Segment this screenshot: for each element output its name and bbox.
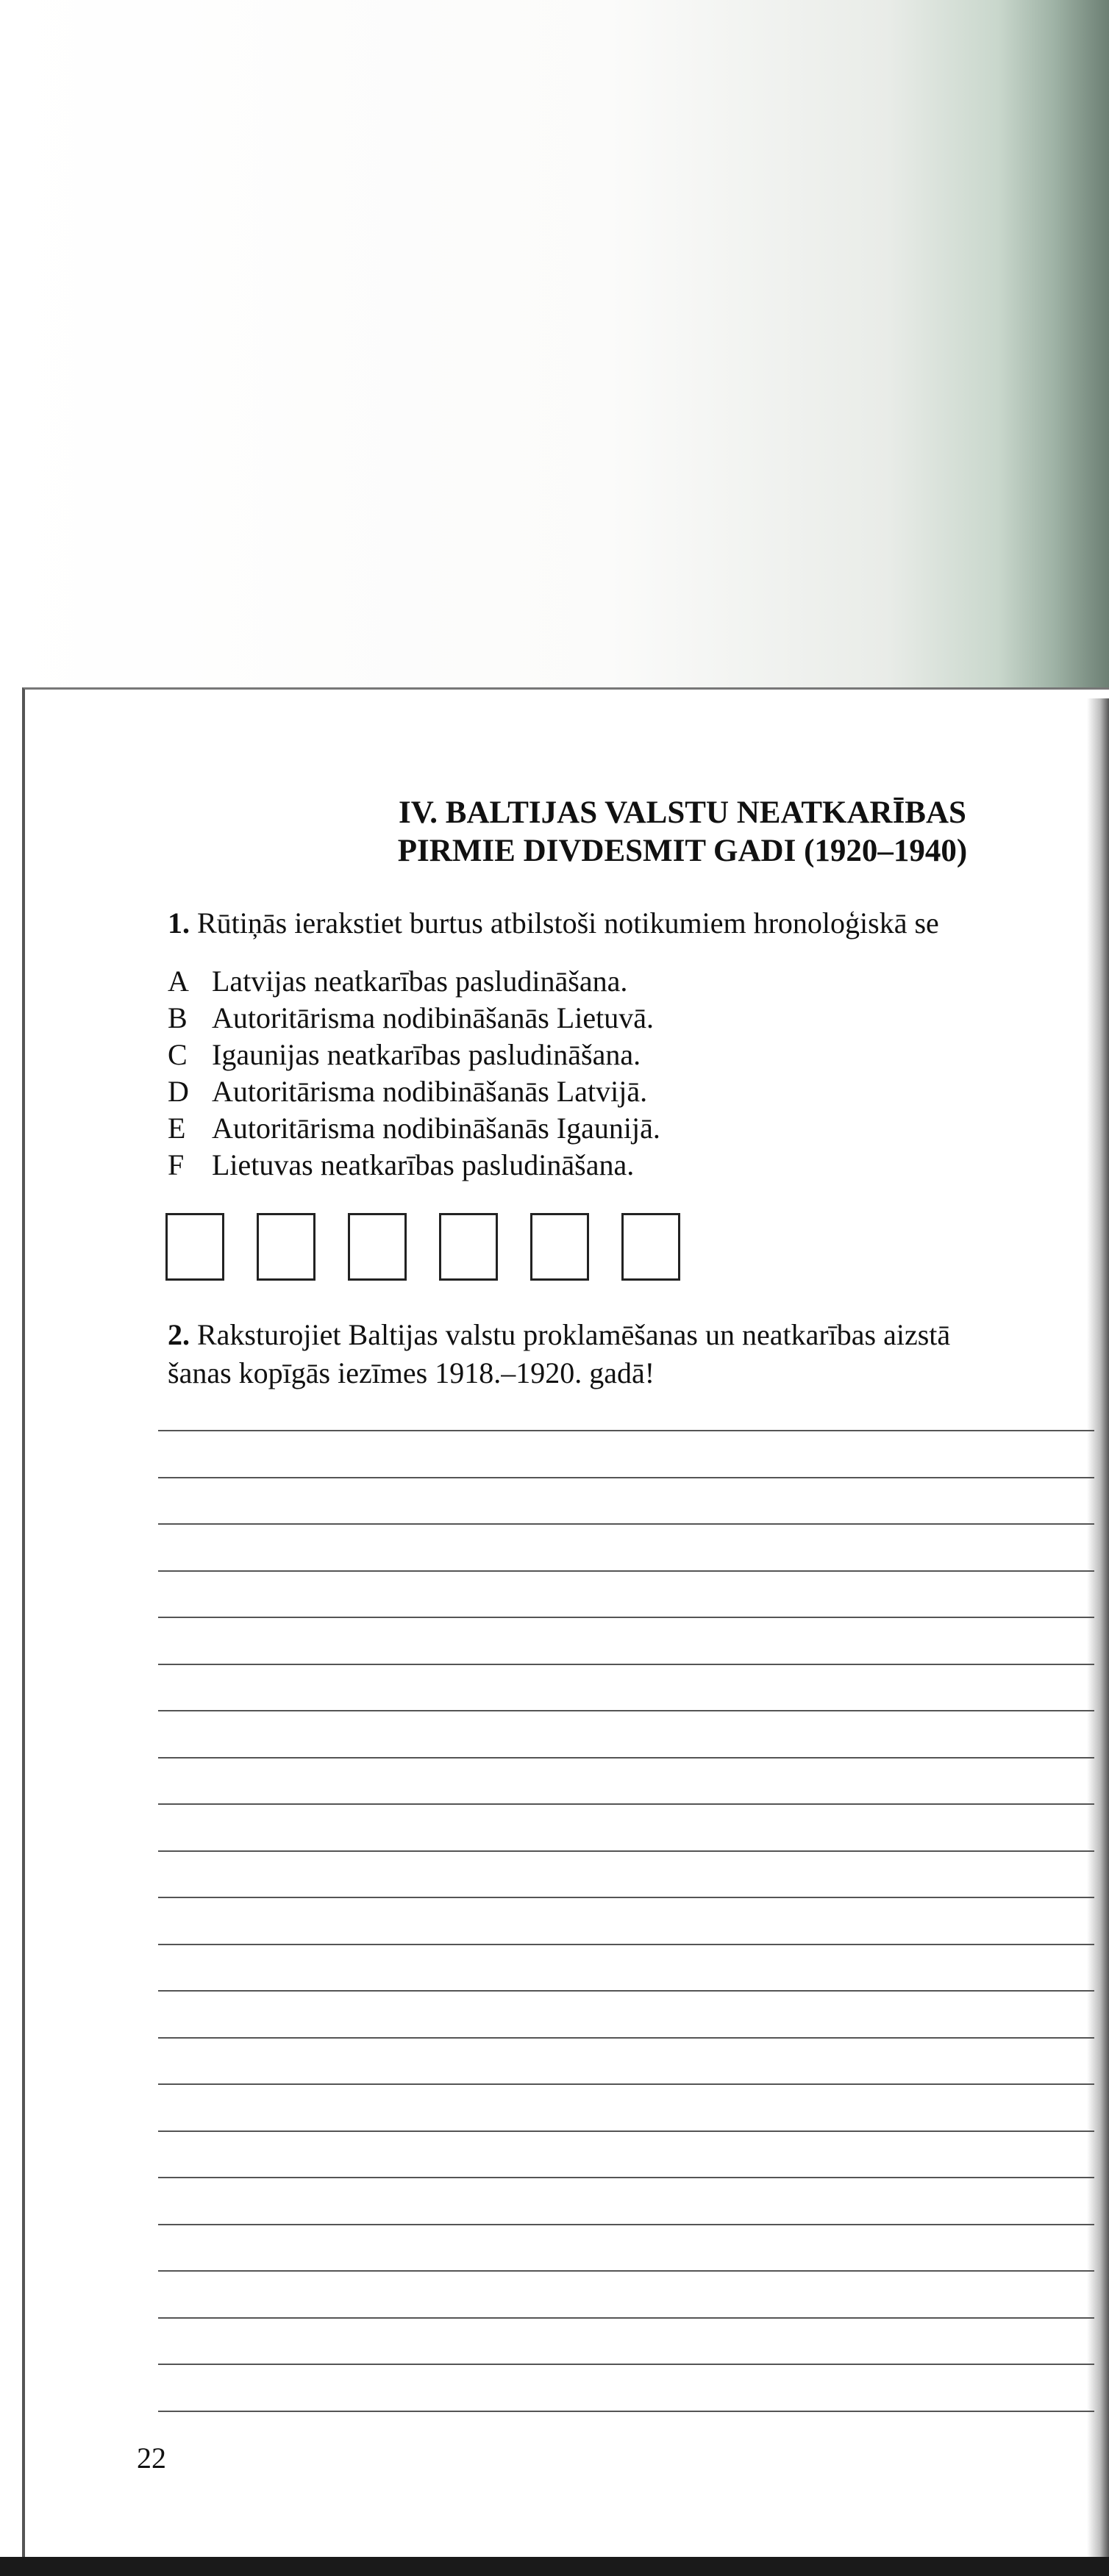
answer-line[interactable] bbox=[158, 2083, 1094, 2085]
task-1-option-e bbox=[168, 1110, 903, 1147]
option-text: Autoritārisma nodibināšanās Igaunijā. bbox=[212, 1112, 660, 1145]
answer-line[interactable] bbox=[158, 1617, 1094, 1618]
task-1-option-b bbox=[168, 1000, 903, 1037]
answer-line[interactable] bbox=[158, 1897, 1094, 1898]
answer-box-2[interactable] bbox=[257, 1213, 315, 1281]
answer-line[interactable] bbox=[158, 2317, 1094, 2319]
answer-line[interactable] bbox=[158, 1477, 1094, 1478]
answer-line[interactable] bbox=[158, 1710, 1094, 1711]
task-1-option-a bbox=[168, 963, 903, 1000]
task-1-text: Rūtiņās ierakstiet burtus atbilstoši notikumiem hronoloģiskā se bbox=[197, 906, 939, 940]
section-title-line-2: PIRMIE DIVDESMIT GADI (1920–1940) bbox=[397, 834, 968, 868]
task-2-text-line-1: Raksturojiet Baltijas valstu proklamēšanas un neatkarības aizstā bbox=[197, 1318, 951, 1351]
section-title bbox=[329, 794, 1035, 870]
option-text: Autoritārisma nodibināšanās Lietuvā. bbox=[212, 1001, 654, 1034]
answer-line[interactable] bbox=[158, 2130, 1094, 2132]
answer-line[interactable] bbox=[158, 2177, 1094, 2178]
answer-box-4[interactable] bbox=[439, 1213, 498, 1281]
answer-line[interactable] bbox=[158, 1570, 1094, 1572]
option-text: Igaunijas neatkarības pasludināšana. bbox=[212, 1038, 641, 1071]
answer-line[interactable] bbox=[158, 2224, 1094, 2225]
task-2-prompt bbox=[168, 1316, 1109, 1354]
option-text: Autoritārisma nodibināšanās Latvijā. bbox=[212, 1075, 648, 1108]
answer-line[interactable] bbox=[158, 1664, 1094, 1665]
scan-background bbox=[0, 0, 1109, 698]
answer-line[interactable] bbox=[158, 1850, 1094, 1852]
answer-line[interactable] bbox=[158, 2411, 1094, 2412]
option-letter: D bbox=[168, 1075, 189, 1108]
option-text: Latvijas neatkarības pasludināšana. bbox=[212, 965, 628, 998]
page-fold-shadow bbox=[1087, 698, 1109, 2566]
task-2-prompt-continued bbox=[168, 1354, 1109, 1392]
task-1-option-c bbox=[168, 1037, 903, 1073]
option-text: Lietuvas neatkarības pasludināšana. bbox=[212, 1148, 635, 1181]
task-1-prompt bbox=[168, 904, 1109, 942]
answer-box-6[interactable] bbox=[621, 1213, 680, 1281]
answer-box-5[interactable] bbox=[530, 1213, 589, 1281]
option-letter: F bbox=[168, 1148, 185, 1181]
task-1-number: 1. bbox=[168, 906, 190, 940]
option-letter: E bbox=[168, 1112, 186, 1145]
answer-line[interactable] bbox=[158, 1523, 1094, 1525]
task-2-text-line-2: šanas kopīgās iezīmes 1918.–1920. gadā! bbox=[168, 1356, 655, 1389]
answer-line[interactable] bbox=[158, 2037, 1094, 2039]
answer-line[interactable] bbox=[158, 2270, 1094, 2272]
answer-line[interactable] bbox=[158, 1803, 1094, 1805]
answer-line[interactable] bbox=[158, 1757, 1094, 1759]
option-letter: C bbox=[168, 1038, 188, 1071]
option-letter: B bbox=[168, 1001, 188, 1034]
answer-box-3[interactable] bbox=[348, 1213, 407, 1281]
answer-line[interactable] bbox=[158, 1944, 1094, 1945]
task-2-number: 2. bbox=[168, 1318, 190, 1351]
page-number: 22 bbox=[137, 2441, 166, 2475]
scan-bottom-edge bbox=[0, 2557, 1109, 2576]
task-1-option-f bbox=[168, 1147, 903, 1184]
answer-line[interactable] bbox=[158, 1990, 1094, 1992]
answer-line[interactable] bbox=[158, 1430, 1094, 1431]
task-1-option-d bbox=[168, 1073, 903, 1110]
answer-line[interactable] bbox=[158, 2364, 1094, 2365]
section-title-line-1: IV. BALTIJAS VALSTU NEATKARĪBAS bbox=[399, 795, 966, 830]
answer-box-1[interactable] bbox=[165, 1213, 224, 1281]
option-letter: A bbox=[168, 965, 189, 998]
